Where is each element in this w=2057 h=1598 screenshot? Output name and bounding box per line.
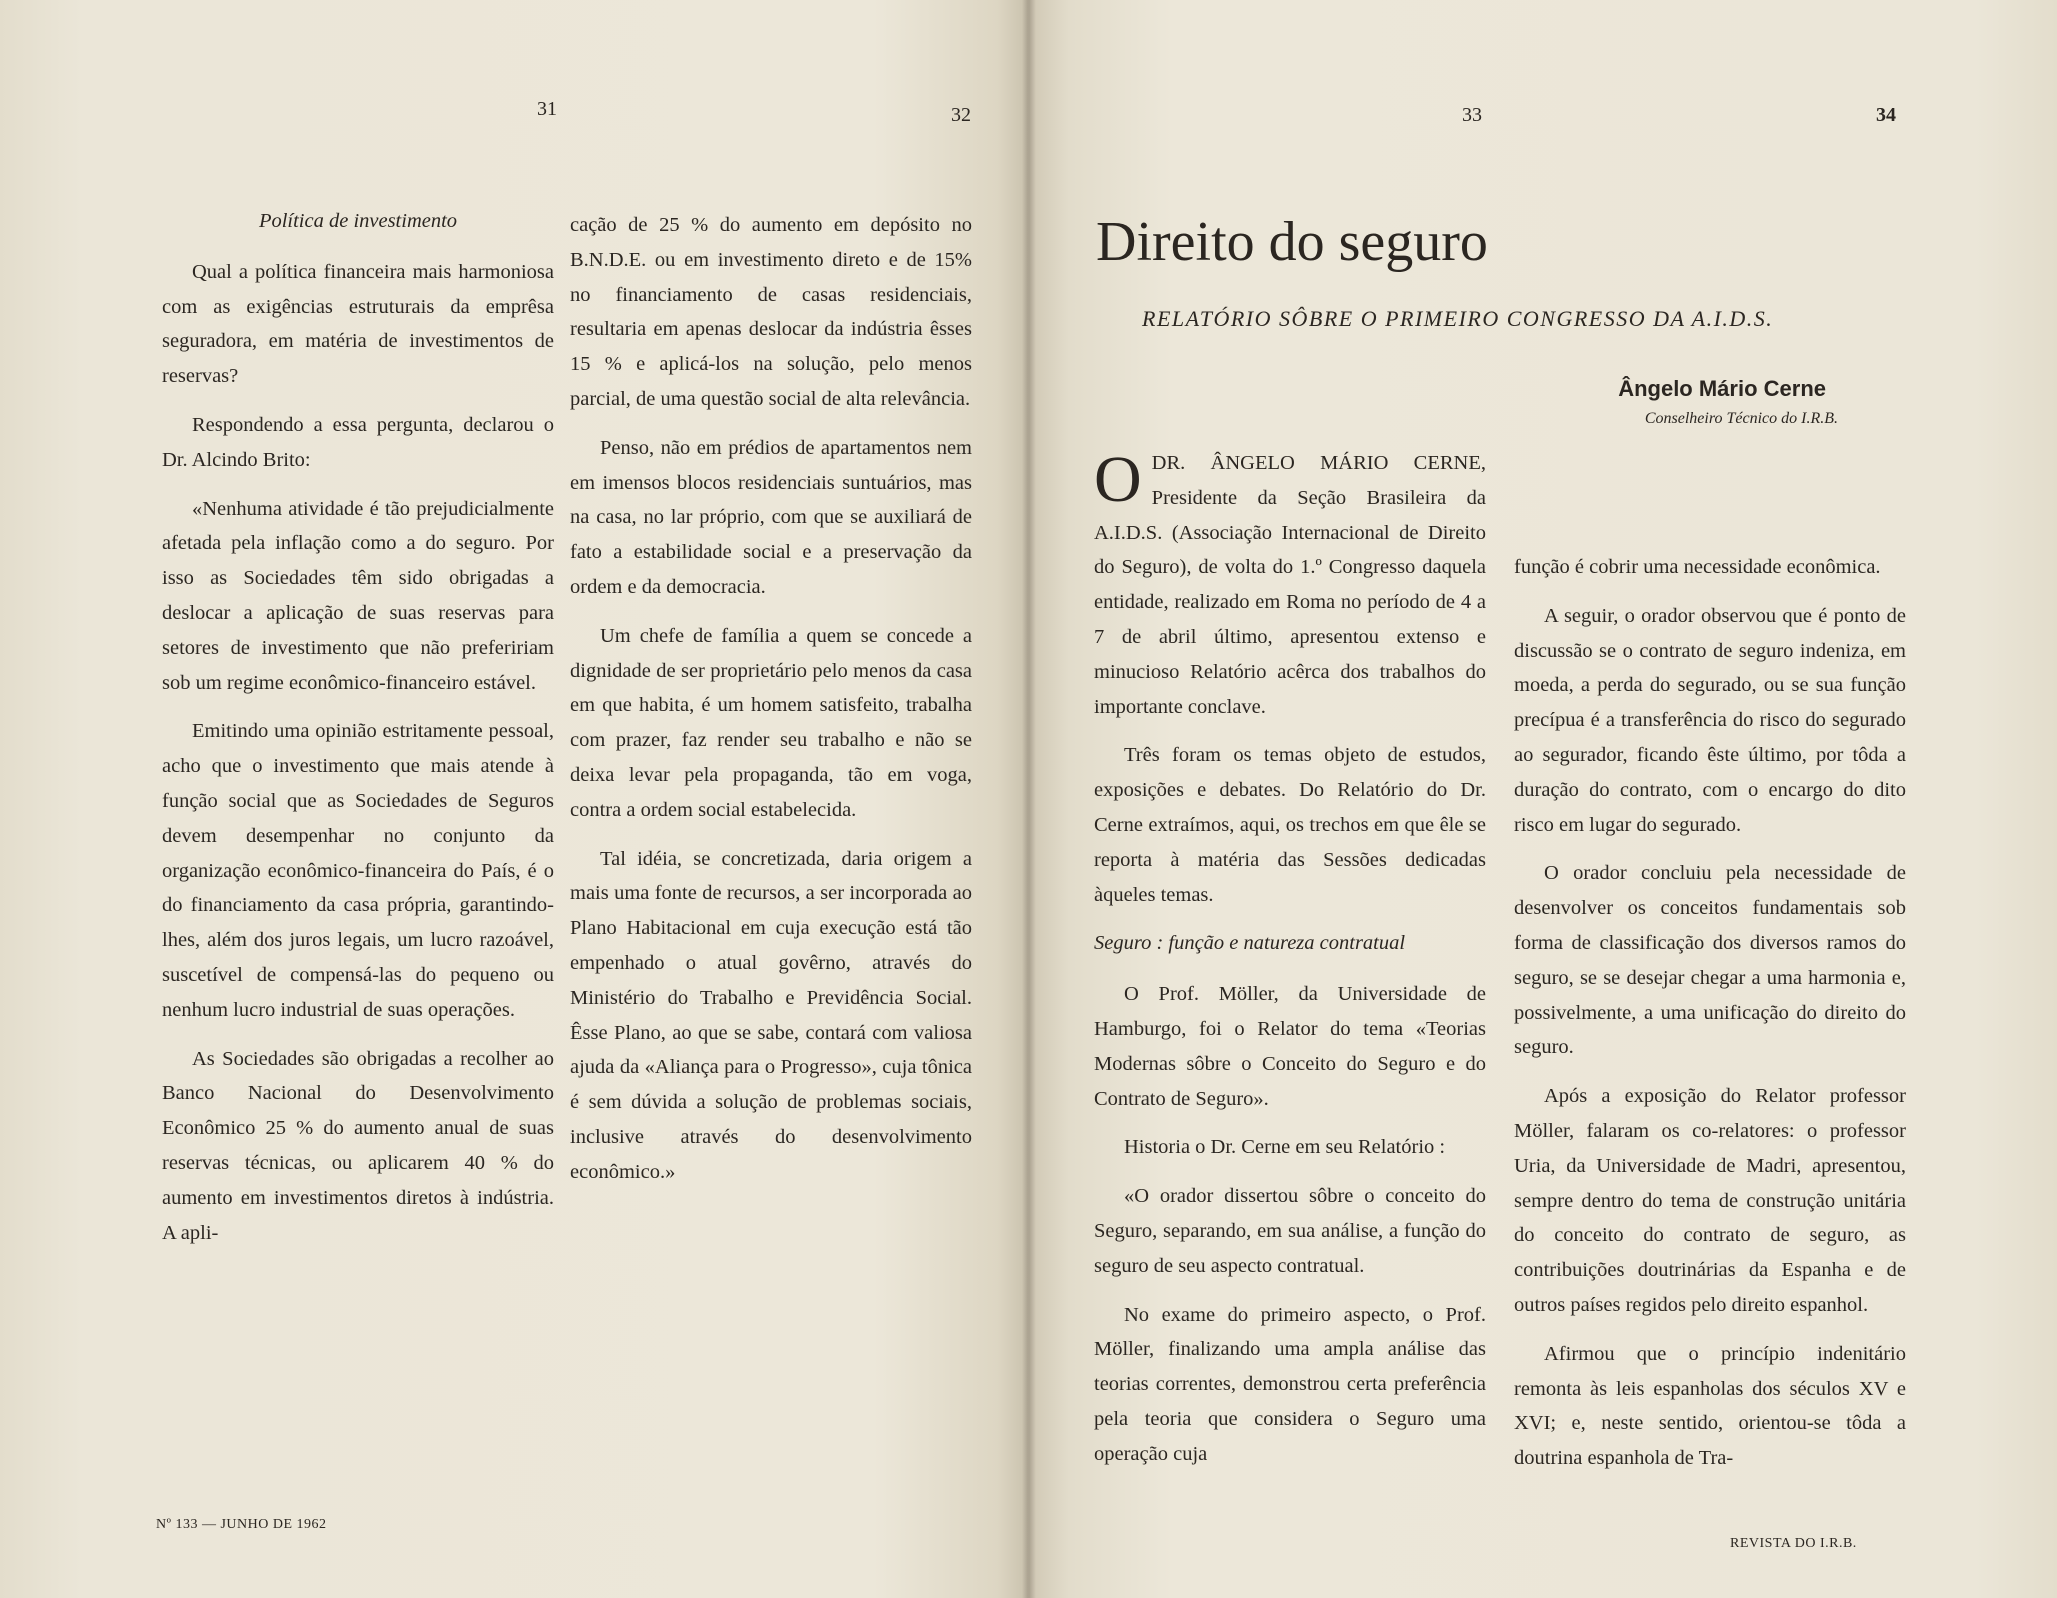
page-number-33: 33 [1462, 104, 1482, 126]
page-31-column [162, 204, 554, 1264]
paragraph: Três foram os temas objeto de estudos, exposições e debates. Do Relatório do Dr. Cerne extraímos, aqui, os trechos em que êle se reporta à matéria das Sessões dedicadas àqueles temas. [1094, 744, 1486, 906]
paragraph: O Prof. Möller, da Universidade de Hamburgo, foi o Relator do tema «Teorias Modernas sôbre o Conceito do Seguro e do Contrato de Seguro». [1094, 983, 1486, 1110]
paragraph: Afirmou que o princípio indenitário remonta às leis espanholas dos séculos XV e XVI; e, neste sentido, orientou-se tôda a doutrina espanhola de Tra- [1514, 1342, 1906, 1470]
page-32-column [570, 208, 972, 1204]
article-subtitle: RELATÓRIO SÔBRE O PRIMEIRO CONGRESSO DA A.I.D.S. [1142, 306, 1774, 331]
paragraph: «O orador dissertou sôbre o conceito do Seguro, separando, em sua análise, a função do seguro de seu aspecto contratual. [1094, 1185, 1486, 1277]
paragraph: As Sociedades são obrigadas a recolher ao Banco Nacional do Desenvolvimento Econômico 25 % do aumento anual de suas reservas técnicas, ou aplicarem 40 % do aumento em investimentos diretos à indústria. A apli- [162, 1047, 554, 1244]
page-number-31: 31 [537, 98, 557, 120]
paragraph: Tal idéia, se concretizada, daria origem a mais uma fonte de recursos, a ser incorporada ao Plano Habitacional em cuja execução está tão empenhado o atual govêrno, através do Ministério do Trabalho e Previdência Social. Êsse Plano, ao que se sabe, contará com valiosa ajuda da «Aliança para o Progresso», cuja tônica é sem dúvida a solução de problemas sociais, inclusive através do desenvolvimento econômico.» [570, 847, 972, 1183]
paragraph: função é cobrir uma necessidade econômica. [1514, 556, 1881, 578]
paragraph: Historia o Dr. Cerne em seu Relatório : [1124, 1136, 1446, 1159]
page-34-column [1514, 550, 1906, 1490]
drop-cap: O [1094, 443, 1142, 516]
paragraph: Respondendo a essa pergunta, declarou o Dr. Alcindo Brito: [162, 413, 554, 471]
author-name-smallcaps: DR. ÂNGELO MÁRIO CERNE, [1151, 452, 1486, 474]
article-title: Direito do seguro [1096, 211, 1488, 273]
author-role: Conselheiro Técnico do I.R.B. [1644, 410, 1838, 427]
paragraph: Um chefe de família a quem se concede a dignidade de ser proprietário pelo menos da casa em que habita, é um homem satisfeito, trabalha com prazer, faz render seu trabalho e não se deixa levar pela propaganda, tão em voga, contra a ordem social estabelecida. [570, 624, 972, 821]
article-author: Ângelo Mário Cerne [1618, 376, 1826, 401]
paragraph: No exame do primeiro aspecto, o Prof. Möller, finalizando uma ampla análise das teorias correntes, demonstrou certa preferência pela teoria que considera o Seguro uma operação cuja [1094, 1303, 1486, 1465]
page-number-34: 34 [1876, 104, 1896, 126]
section-heading-seguro: Seguro : função e natureza contratual [1094, 932, 1406, 955]
paragraph: Penso, não em prédios de apartamentos nem em imensos blocos residenciais suntuários, mas na casa, no lar próprio, com que se auxiliará de fato a estabilidade social e a preservação da ordem e da democracia. [570, 436, 972, 598]
first-paragraph [1094, 443, 1486, 724]
paragraph: Qual a política financeira mais harmoniosa com as exigências estruturais da emprêsa seguradora, em matéria de investimentos de reservas? [162, 260, 554, 388]
paragraph: A seguir, o orador observou que é ponto de discussão se o contrato de seguro indeniza, em moeda, a perda do segurado, ou se sua função precípua é a transferência do risco do segurado ao segurador, ficando êste último, por tôda a duração do contrato, com o encargo do dito risco em lugar do segurado. [1514, 604, 1906, 836]
page-number-32: 32 [951, 104, 971, 126]
page-33-column [1094, 443, 1486, 1486]
paragraph: Após a exposição do Relator professor Möller, falaram os co-relatores: o professor Uria, da Universidade de Madri, apresentou, sempre dentro do tema de construção unitária do conceito do contrato de seguro, as contribuições doutrinárias da Espanha e de outros países regidos pelo direito espanhol. [1514, 1085, 1906, 1316]
footer-journal: REVISTA DO I.R.B. [1730, 1536, 1857, 1551]
footer-issue: Nº 133 — JUNHO DE 1962 [156, 1517, 327, 1532]
paragraph: cação de 25 % do aumento em depósito no B.N.D.E. ou em investimento direto e de 15% no financiamento de casas residenciais, resultaria em apenas deslocar da indústria êsses 15 % e aplicá-los na solução, pelo menos parcial, de uma questão social de alta relevância. [570, 214, 972, 410]
paragraph: «Nenhuma atividade é tão prejudicialmente afetada pela inflação como a do seguro. Por isso as Sociedades têm sido obrigadas a deslocar a aplicação de suas reservas para setores de investimento que não prefeririam sob um regime econômico-financeiro estável. [162, 497, 554, 694]
first-paragraph-text: Presidente da Seção Brasileira da A.I.D.S. (Associação Internacional de Direito do Seguro), de volta do 1.º Congresso daquela entidade, realizado em Roma no período de 4 a 7 de abril último, apresentou extenso e minucioso Relatório acêrca dos trabalhos do importante conclave. [1094, 486, 1486, 718]
paragraph: Emitindo uma opinião estritamente pessoal, acho que o investimento que mais atende à função social que as Sociedades de Seguros devem desempenhar no conjunto da organização econômico-financeira do País, é o do financiamento da casa própria, garantindo-lhes, além dos juros legais, um lucro razoável, suscetível de compensá-las do pequeno ou nenhum lucro industrial de suas operações. [162, 720, 554, 1021]
book-gutter [1022, 0, 1036, 1598]
section-heading-investimento: Política de investimento [258, 210, 458, 232]
paragraph: O orador concluiu pela necessidade de desenvolver os conceitos fundamentais sob forma de classificação dos diversos ramos do seguro, se se desejar chegar a uma harmonia e, possivelmente, a uma unificação do direito do seguro. [1514, 862, 1906, 1059]
